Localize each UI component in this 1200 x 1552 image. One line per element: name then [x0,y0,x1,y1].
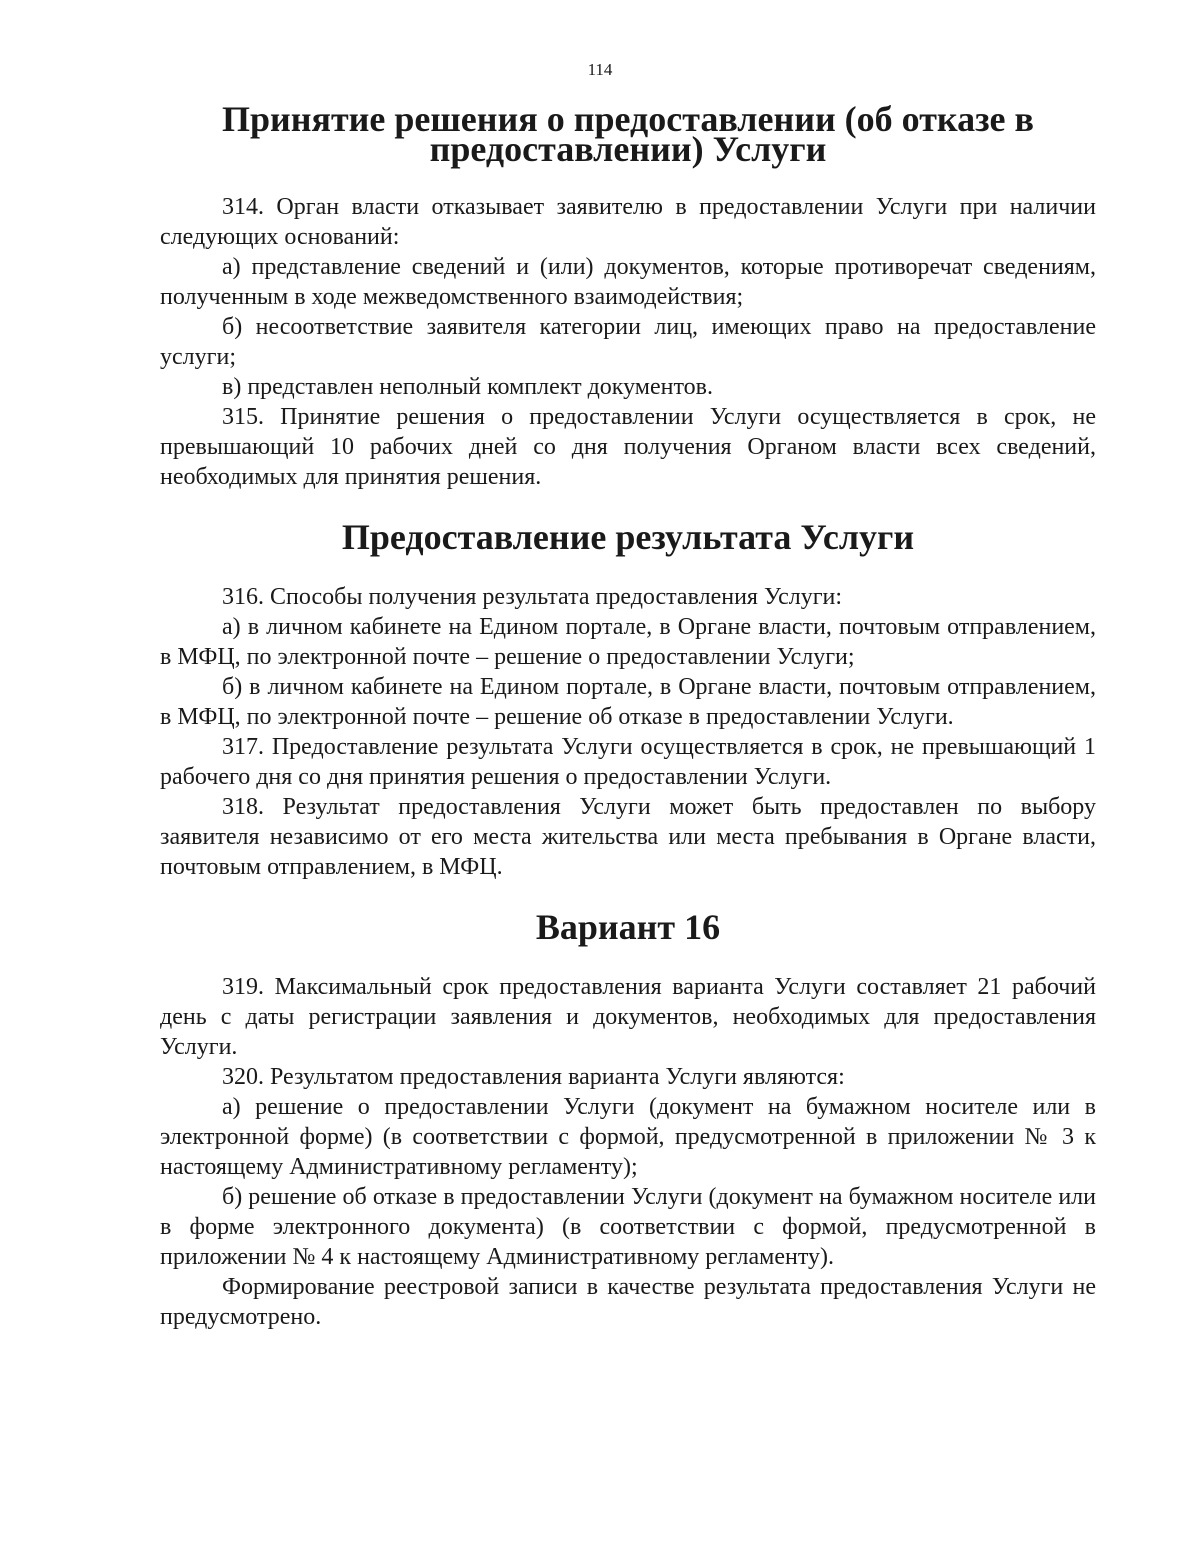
list-item-b: б) в личном кабинете на Едином портале, в Органе власти, почтовым отправлением, в МФЦ, по электронной почте – решение об отказе в предоставлении Услуги. [160,674,1096,730]
paragraph-320: 320. Результатом предоставления варианта Услуги являются: [222,1064,845,1090]
list-item-b: б) решение об отказе в предоставлении Услуги (документ на бумажном носителе или в форме электронного документа) (в соответствии с формой, предусмотренной в приложении № 4 к настоящему Административному регламенту). [160,1184,1096,1270]
paragraph-316: 316. Способы получения результата предоставления Услуги: [222,584,843,610]
list-item-a: а) решение о предоставлении Услуги (документ на бумажном носителе или в электронной форме) (в соответствии с формой, предусмотренной в приложении № 3 к настоящему Административному регламенту); [160,1094,1096,1180]
paragraph-314: 314. Орган власти отказывает заявителю в предоставлении Услуги при наличии следующих оснований: [160,194,1096,250]
paragraph-315: 315. Принятие решения о предоставлении Услуги осуществляется в срок, не превышающий 10 рабочих дней со дня получения Органом власти всех сведений, необходимых для принятия решения. [160,404,1096,490]
list-item-a: а) представление сведений и (или) документов, которые противоречат сведениям, полученным в ходе межведомственного взаимодействия; [160,254,1096,310]
section-heading: Вариант 16 [535,907,721,947]
paragraph-317: 317. Предоставление результата Услуги осуществляется в срок, не превышающий 1 рабочего дня со дня принятия решения о предоставлении Услуги. [160,734,1096,790]
document-body [160,99,1096,1332]
list-item-v: в) представлен неполный комплект документов. [222,374,713,400]
list-item-b: б) несоответствие заявителя категории лиц, имеющих право на предоставление услуги; [160,314,1096,370]
list-item-a: а) в личном кабинете на Едином портале, в Органе власти, почтовым отправлением, в МФЦ, по электронной почте – решение о предоставлении Услуги; [160,614,1096,670]
section-heading: Предоставление результата Услуги [341,517,915,557]
section-heading: Принятие решения о предоставлении (об отказе в предоставлении) Услуги [222,99,1034,169]
page-number: 114 [587,60,613,79]
paragraph-318: 318. Результат предоставления Услуги может быть предоставлен по выбору заявителя независимо от его места жительства или места пребывания в Органе власти, почтовым отправлением, в МФЦ. [160,794,1096,880]
paragraph-registry-note: Формирование реестровой записи в качестве результата предоставления Услуги не предусмотрено. [160,1274,1096,1330]
paragraph-319: 319. Максимальный срок предоставления варианта Услуги составляет 21 рабочий день с даты регистрации заявления и документов, необходимых для предоставления Услуги. [160,974,1096,1060]
